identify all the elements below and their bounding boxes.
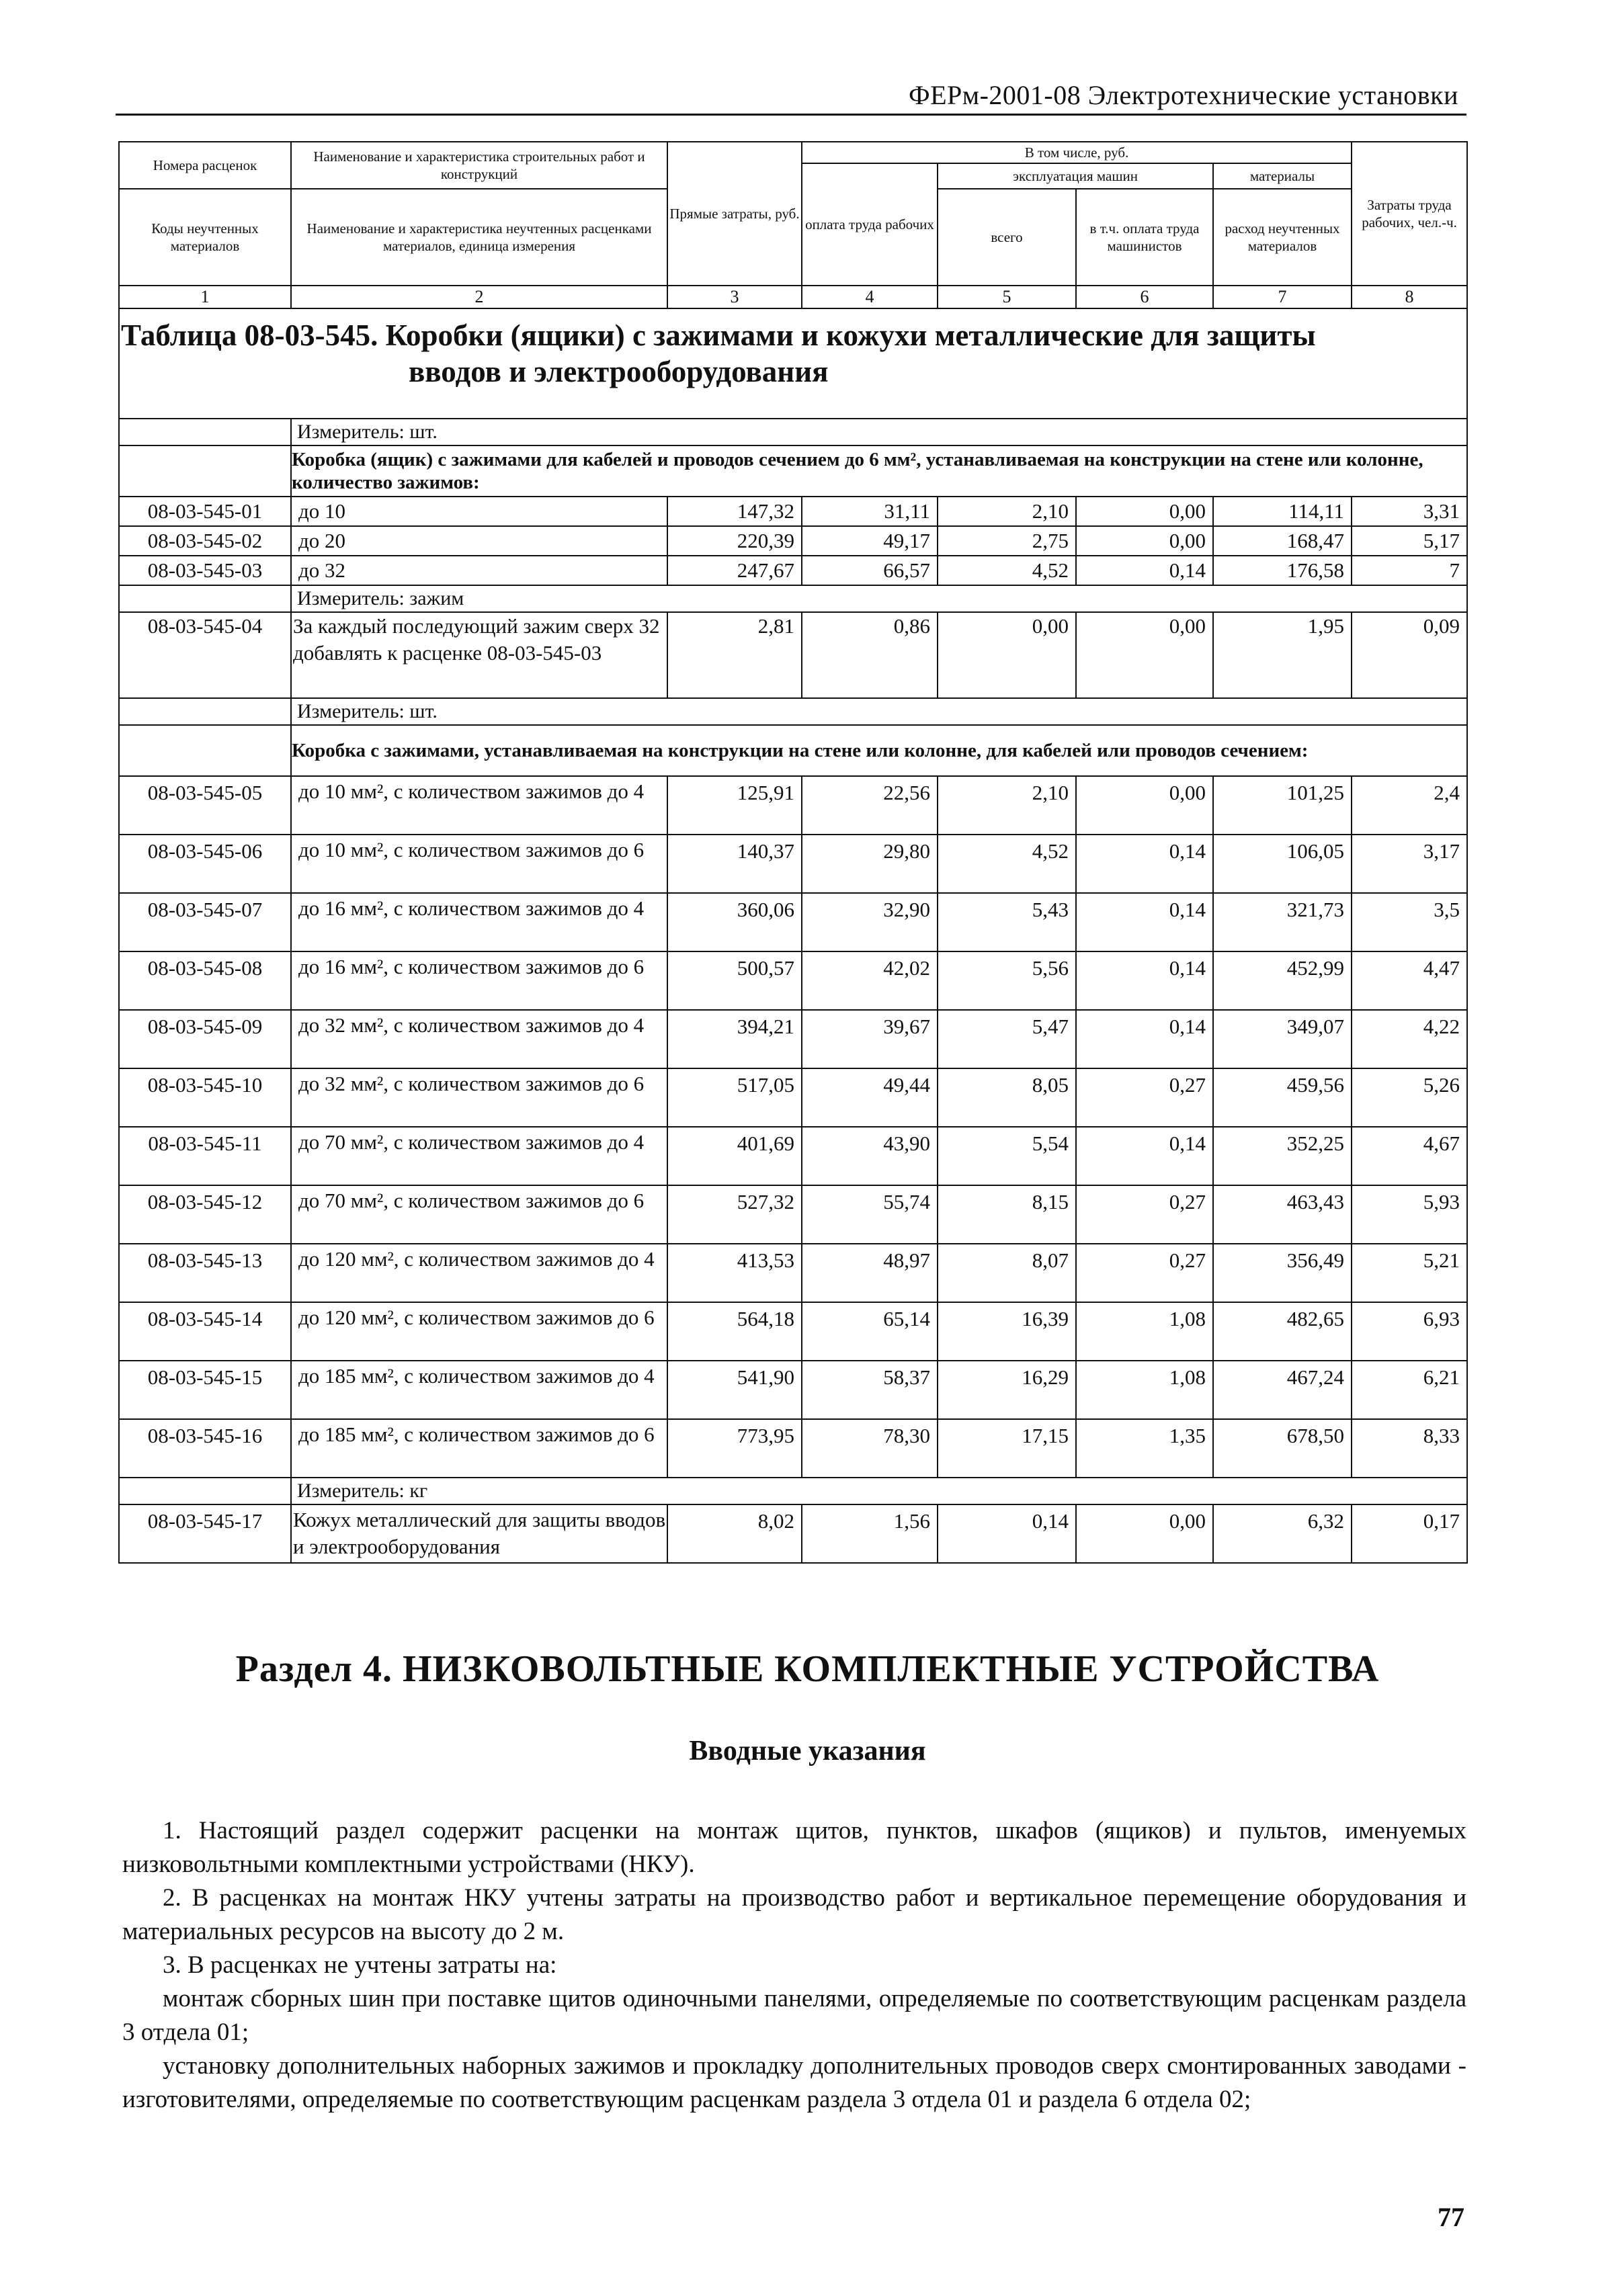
rate-code: 08-03-545-09 [119,1010,291,1068]
col-number: 5 [938,286,1076,308]
col8-header: Затраты труда рабочих, чел.-ч. [1352,142,1467,286]
rate-name: За каждый последующий зажим сверх 32 добавлять к расценке 08-03-545-03 [291,612,667,698]
direct-cost: 413,53 [667,1244,802,1302]
materials-cost: 349,07 [1213,1010,1352,1068]
table-row [119,1068,1467,1127]
section-subtitle: Вводные указания [689,1736,926,1767]
materials-cost: 101,25 [1213,776,1352,835]
direct-cost: 2,81 [667,612,802,698]
labor-hours: 5,26 [1352,1068,1467,1127]
labor-pay: 48,97 [802,1244,938,1302]
table-row [119,1010,1467,1068]
rate-code: 08-03-545-02 [119,526,291,556]
rate-code: 08-03-545-04 [119,612,291,698]
col5-header: всего [938,189,1076,286]
group-label: Коробка (ящик) с зажимами для кабелей и проводов сечением до 6 мм², устанавливаемая на конструкции на стене или колонне, количество зажимов: [291,445,1467,497]
machines-total: 4,52 [938,835,1076,893]
paragraph: 3. В расценках не учтены затраты на: [163,1951,557,1979]
col-number: 1 [119,286,291,308]
direct-cost: 125,91 [667,776,802,835]
rate-code: 08-03-545-03 [119,556,291,585]
col-number: 6 [1076,286,1213,308]
labor-hours: 0,17 [1352,1504,1467,1563]
column-number-row [119,286,1467,308]
direct-cost: 527,32 [667,1185,802,1244]
machines-total: 2,10 [938,497,1076,526]
rate-name: до 10 [291,497,667,526]
rate-code: 08-03-545-17 [119,1504,291,1563]
rate-code: 08-03-545-14 [119,1302,291,1361]
intro-text [122,1814,1466,2117]
running-header [116,80,1466,116]
table-row [119,1361,1467,1419]
direct-cost: 394,21 [667,1010,802,1068]
rate-name: до 16 мм², с количеством зажимов до 4 [291,893,667,951]
rate-code: 08-03-545-07 [119,893,291,951]
machines-total: 4,52 [938,556,1076,585]
materials-cost: 467,24 [1213,1361,1352,1419]
labor-pay: 0,86 [802,612,938,698]
header-row-1 [119,142,1467,163]
table-row [119,612,1467,698]
rate-name: до 10 мм², с количеством зажимов до 4 [291,776,667,835]
labor-hours: 4,22 [1352,1010,1467,1068]
labor-pay: 29,80 [802,835,938,893]
labor-pay: 66,57 [802,556,938,585]
materials-cost: 168,47 [1213,526,1352,556]
materials-cost: 6,32 [1213,1504,1352,1563]
materials-cost: 352,25 [1213,1127,1352,1185]
col-number: 8 [1352,286,1467,308]
rate-name: до 20 [291,526,667,556]
rate-code: 08-03-545-16 [119,1419,291,1478]
machines-total: 16,29 [938,1361,1076,1419]
rows-section [119,776,1467,1478]
table-row [119,776,1467,835]
unit-label: Измеритель: шт. [291,419,1467,445]
operators-pay: 0,14 [1076,951,1213,1010]
table-row [119,556,1467,585]
col1-bottom-header: Коды неучтенных материалов [119,189,291,286]
labor-hours: 3,5 [1352,893,1467,951]
rate-name: до 120 мм², с количеством зажимов до 6 [291,1302,667,1361]
table-row [119,893,1467,951]
table-title: Таблица 08-03-545. Коробки (ящики) с зажимами и кожухи металлические для защиты вводов и электрооборудования [121,318,1316,388]
paragraph: 1. Настоящий раздел содержит расценки на монтаж щитов, пунктов, шкафов (ящиков) и пультов, именуемых низковольтными комплектными устройствами (НКУ). [122,1817,1466,1878]
paragraph: монтаж сборных шин при поставке щитов одиночными панелями, определяемые по соответствующим расценкам раздела 3 отдела 01; [122,1985,1466,2046]
labor-hours: 0,09 [1352,612,1467,698]
labor-pay: 31,11 [802,497,938,526]
labor-hours: 5,17 [1352,526,1467,556]
labor-hours: 8,33 [1352,1419,1467,1478]
labor-hours: 5,21 [1352,1244,1467,1302]
labor-pay: 49,44 [802,1068,938,1127]
unit-label: Измеритель: шт. [291,698,1467,725]
labor-hours: 6,93 [1352,1302,1467,1361]
materials-cost: 114,11 [1213,497,1352,526]
machines-total: 0,14 [938,1504,1076,1563]
labor-hours: 5,93 [1352,1185,1467,1244]
materials-cost: 176,58 [1213,556,1352,585]
labor-pay: 65,14 [802,1302,938,1361]
materials-cost: 678,50 [1213,1419,1352,1478]
direct-cost: 541,90 [667,1361,802,1419]
materials-cost: 482,65 [1213,1302,1352,1361]
operators-pay: 1,08 [1076,1302,1213,1361]
rate-name: до 120 мм², с количеством зажимов до 4 [291,1244,667,1302]
labor-pay: 78,30 [802,1419,938,1478]
operators-pay: 1,35 [1076,1419,1213,1478]
machines-total: 8,07 [938,1244,1076,1302]
rate-name: до 70 мм², с количеством зажимов до 4 [291,1127,667,1185]
col6-header: в т.ч. оплата труда машинистов [1076,189,1213,286]
direct-cost: 220,39 [667,526,802,556]
running-title: ФЕРм-2001-08 Электротехнические установки [908,80,1458,110]
table-row [119,1185,1467,1244]
table-row [119,1127,1467,1185]
machines-total: 8,15 [938,1185,1076,1244]
col-number: 7 [1213,286,1352,308]
direct-cost: 140,37 [667,835,802,893]
labor-pay: 55,74 [802,1185,938,1244]
section-title: Раздел 4. НИЗКОВОЛЬТНЫЕ КОМПЛЕКТНЫЕ УСТРОЙСТВА [235,1648,1380,1690]
rate-name: до 70 мм², с количеством зажимов до 6 [291,1185,667,1244]
rate-code: 08-03-545-15 [119,1361,291,1419]
operators-pay: 0,00 [1076,776,1213,835]
direct-cost: 564,18 [667,1302,802,1361]
labor-hours: 4,67 [1352,1127,1467,1185]
machines-total: 0,00 [938,612,1076,698]
col-number: 2 [291,286,667,308]
table-row [119,497,1467,526]
rates-table [118,141,1468,1564]
labor-pay: 39,67 [802,1010,938,1068]
paragraph: 2. В расценках на монтаж НКУ учтены затраты на производство работ и вертикальное перемещение оборудования и материальных ресурсов на высоту до 2 м. [122,1884,1466,1945]
unit-row [119,419,1467,445]
in-total-group-header: В том числе, руб. [802,142,1352,163]
direct-cost: 773,95 [667,1419,802,1478]
direct-cost: 517,05 [667,1068,802,1127]
page-number: 77 [1438,2202,1464,2232]
machines-total: 5,54 [938,1127,1076,1185]
table-row [119,526,1467,556]
materials-cost: 321,73 [1213,893,1352,951]
operators-pay: 1,08 [1076,1361,1213,1419]
rate-code: 08-03-545-06 [119,835,291,893]
col4-header: оплата труда рабочих [802,163,938,286]
group-row [119,445,1467,497]
machines-total: 5,56 [938,951,1076,1010]
materials-cost: 106,05 [1213,835,1352,893]
rate-name: до 185 мм², с количеством зажимов до 4 [291,1361,667,1419]
materials-cost: 463,43 [1213,1185,1352,1244]
machines-total: 16,39 [938,1302,1076,1361]
rate-name: до 32 мм², с количеством зажимов до 4 [291,1010,667,1068]
col1-top-header: Номера расценок [119,142,291,189]
paragraph: установку дополнительных наборных зажимов и прокладку дополнительных проводов сверх смонтированных заводами - изготовителями, определяемые по соответствующим расценкам раздела 3 отдела 01 и раздела 6 отдела 02; [122,2052,1466,2113]
machines-total: 17,15 [938,1419,1076,1478]
table-row [119,1302,1467,1361]
labor-pay: 22,56 [802,776,938,835]
rate-code: 08-03-545-10 [119,1068,291,1127]
rate-code: 08-03-545-05 [119,776,291,835]
operators-pay: 0,00 [1076,1504,1213,1563]
labor-pay: 58,37 [802,1361,938,1419]
operators-pay: 0,27 [1076,1185,1213,1244]
col-number: 4 [802,286,938,308]
table-row [119,835,1467,893]
table-row [119,1419,1467,1478]
labor-hours: 2,4 [1352,776,1467,835]
rate-name: до 10 мм², с количеством зажимов до 6 [291,835,667,893]
operators-pay: 0,00 [1076,526,1213,556]
operators-pay: 0,14 [1076,835,1213,893]
machines-total: 5,47 [938,1010,1076,1068]
labor-hours: 4,47 [1352,951,1467,1010]
col7-header: расход неучтенных материалов [1213,189,1352,286]
labor-hours: 3,31 [1352,497,1467,526]
materials-cost: 459,56 [1213,1068,1352,1127]
direct-cost: 500,57 [667,951,802,1010]
operators-pay: 0,00 [1076,612,1213,698]
machines-total: 2,10 [938,776,1076,835]
operators-pay: 0,14 [1076,1010,1213,1068]
rate-name: до 32 мм², с количеством зажимов до 6 [291,1068,667,1127]
operators-pay: 0,00 [1076,497,1213,526]
direct-cost: 8,02 [667,1504,802,1563]
direct-cost: 401,69 [667,1127,802,1185]
materials-group-header: материалы [1213,163,1352,189]
materials-cost: 356,49 [1213,1244,1352,1302]
operators-pay: 0,27 [1076,1068,1213,1127]
machines-total: 5,43 [938,893,1076,951]
group-label: Коробка с зажимами, устанавливаемая на конструкции на стене или колонне, для кабелей или проводов сечением: [291,725,1467,776]
col-number: 3 [667,286,802,308]
unit-row [119,1478,1467,1504]
labor-hours: 3,17 [1352,835,1467,893]
operators-pay: 0,14 [1076,556,1213,585]
group-row [119,725,1467,776]
labor-pay: 43,90 [802,1127,938,1185]
col2-top-header: Наименование и характеристика строительных работ и конструкций [291,142,667,189]
machines-total: 8,05 [938,1068,1076,1127]
rate-code: 08-03-545-08 [119,951,291,1010]
rate-name: до 16 мм², с количеством зажимов до 6 [291,951,667,1010]
labor-pay: 49,17 [802,526,938,556]
materials-cost: 1,95 [1213,612,1352,698]
operators-pay: 0,27 [1076,1244,1213,1302]
labor-pay: 42,02 [802,951,938,1010]
rate-code: 08-03-545-11 [119,1127,291,1185]
unit-label: Измеритель: кг [291,1478,1467,1504]
table-title-row [119,308,1467,419]
materials-cost: 452,99 [1213,951,1352,1010]
table-row [119,951,1467,1010]
rate-code: 08-03-545-01 [119,497,291,526]
table-row [119,1504,1467,1563]
labor-pay: 32,90 [802,893,938,951]
unit-label: Измеритель: зажим [291,585,1467,612]
col3-header: Прямые затраты, руб. [667,142,802,286]
col2-bottom-header: Наименование и характеристика неучтенных расценками материалов, единица измерения [291,189,667,286]
direct-cost: 147,32 [667,497,802,526]
rate-name: до 185 мм², с количеством зажимов до 6 [291,1419,667,1478]
direct-cost: 247,67 [667,556,802,585]
labor-hours: 6,21 [1352,1361,1467,1419]
operators-pay: 0,14 [1076,1127,1213,1185]
unit-row [119,585,1467,612]
table-row [119,1244,1467,1302]
machines-total: 2,75 [938,526,1076,556]
machines-group-header: эксплуатация машин [938,163,1213,189]
rate-name: до 32 [291,556,667,585]
direct-cost: 360,06 [667,893,802,951]
rate-code: 08-03-545-12 [119,1185,291,1244]
unit-row [119,698,1467,725]
rate-code: 08-03-545-13 [119,1244,291,1302]
rate-name: Кожух металлический для защиты вводов и электрооборудования [291,1504,667,1563]
labor-hours: 7 [1352,556,1467,585]
operators-pay: 0,14 [1076,893,1213,951]
labor-pay: 1,56 [802,1504,938,1563]
